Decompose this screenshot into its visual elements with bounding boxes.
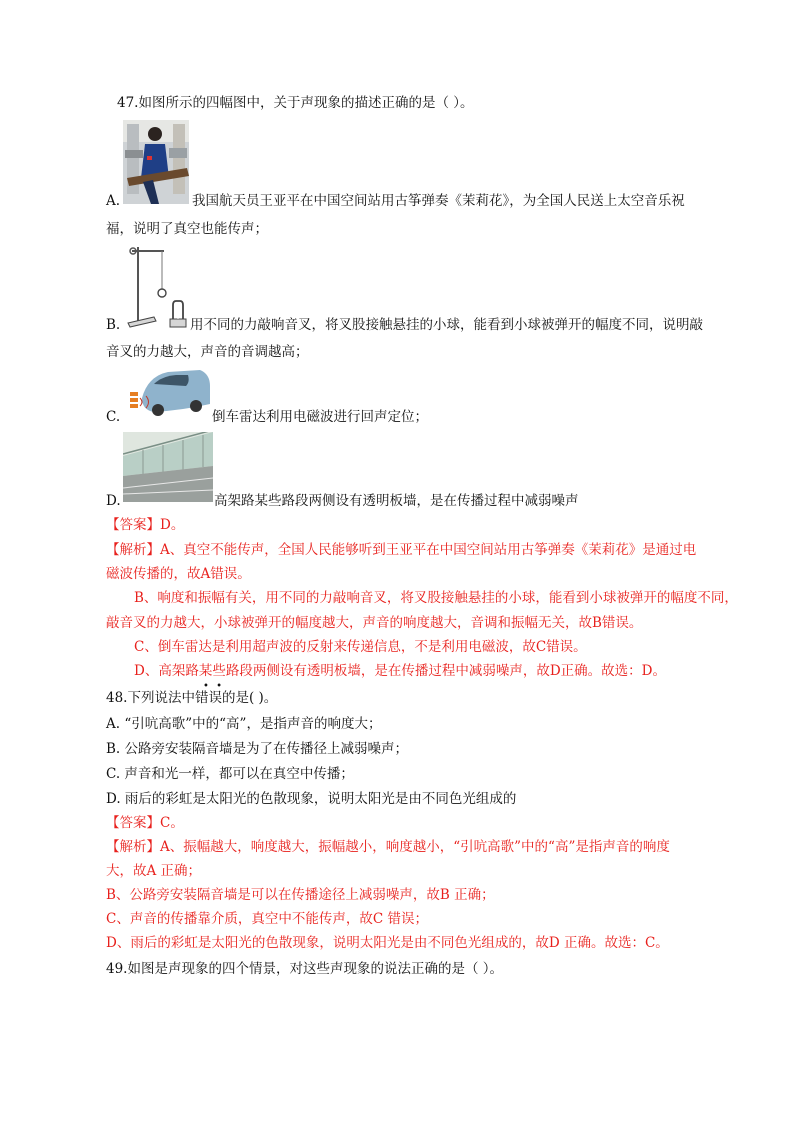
q47-option-a-text-cont: 福，说明了真空也能传声； <box>106 221 268 237</box>
q48-option-d: D. 雨后的彩虹是太阳光的色散现象，说明太阳光是由不同色光组成的 <box>106 791 517 807</box>
q47-analysis-line-4: 敲音叉的力越大，小球被弹开的幅度越大，声音的响度越大，音调和振幅无关，故B错误。 <box>106 615 643 631</box>
q47-option-a-label: A. <box>106 193 121 209</box>
emphasis-dots: • • <box>203 681 224 692</box>
q47-option-b-text-cont: 音叉的力越大，声音的音调越高； <box>106 344 309 360</box>
q47-option-b-label: B. <box>106 317 121 333</box>
q47-analysis-line-6: D、高架路某些路段两侧设有透明板墙，是在传播过程中减弱噪声，故D正确。故选：D。 <box>134 663 666 679</box>
figure-tuning-fork <box>124 243 188 329</box>
q47-analysis-line-3: B、响度和振幅有关，用不同的力敲响音叉，将叉股接触悬挂的小球，能看到小球被弹开的幅度不同， <box>134 590 738 606</box>
q48-option-c: C. 声音和光一样，都可以在真空中传播； <box>106 766 354 782</box>
q48-option-b: B. 公路旁安装隔音墙是为了在传播径上减弱噪声； <box>106 741 409 757</box>
figure-astronaut-guzheng <box>123 120 189 204</box>
q48-option-a: A. “引吭高歌”中的“高”，是指声音的响度大； <box>106 716 382 732</box>
q47-option-a-text: 我国航天员王亚平在中国空间站用古筝弹奏《茉莉花》，为全国人民送上太空音乐祝 <box>192 193 685 209</box>
q47-analysis-line-5: C、倒车雷达是利用超声波的反射来传递信息，不是利用电磁波，故C错误。 <box>134 639 587 655</box>
q47-option-b-text: 用不同的力敲响音叉，将叉股接触悬挂的小球，能看到小球被弹开的幅度不同，说明敲 <box>190 317 703 333</box>
q48-analysis-line-3: B、公路旁安装隔音墙是可以在传播途径上减弱噪声，故B 正确； <box>106 887 495 903</box>
q47-answer: 【答案】D。 <box>106 517 185 533</box>
q47-option-c-text: 倒车雷达利用电磁波进行回声定位； <box>212 409 428 425</box>
q47-analysis-line-2: 磁波传播的，故A错误。 <box>106 566 251 582</box>
q47-option-d-text: 高架路某些路段两侧设有透明板墙，是在传播过程中减弱噪声 <box>214 493 579 509</box>
figure-sound-barrier <box>123 432 213 502</box>
q47-option-c-label: C. <box>106 409 121 425</box>
q48-analysis-line-4: C、声音的传播靠介质，真空中不能传声，故C 错误； <box>106 911 428 927</box>
q48-analysis-line-1: 【解析】A、振幅越大，响度越大，振幅越小，响度越小，“引吭高歌”中的“高”是指声音的响度 <box>106 839 670 855</box>
q47-option-d-label: D. <box>106 493 121 509</box>
figure-car-radar <box>124 364 212 420</box>
q48-stem: 48.下列说法中错误的是( )。 <box>106 690 278 706</box>
q48-analysis-line-5: D、雨后的彩虹是太阳光的色散现象，说明太阳光是由不同色光组成的，故D 正确。故选：C。 <box>106 935 669 951</box>
q47-stem: 47.如图所示的四幅图中，关于声现象的描述正确的是（ ）。 <box>117 95 474 111</box>
q47-analysis-line-1: 【解析】A、真空不能传声，全国人民能够听到王亚平在中国空间站用古筝弹奏《茉莉花》是通过电 <box>106 542 697 558</box>
q48-answer: 【答案】C。 <box>106 815 184 831</box>
q48-analysis-line-2: 大，故A 正确； <box>106 863 202 879</box>
q49-stem: 49.如图是声现象的四个情景，对这些声现象的说法正确的是（ ）。 <box>106 961 504 977</box>
